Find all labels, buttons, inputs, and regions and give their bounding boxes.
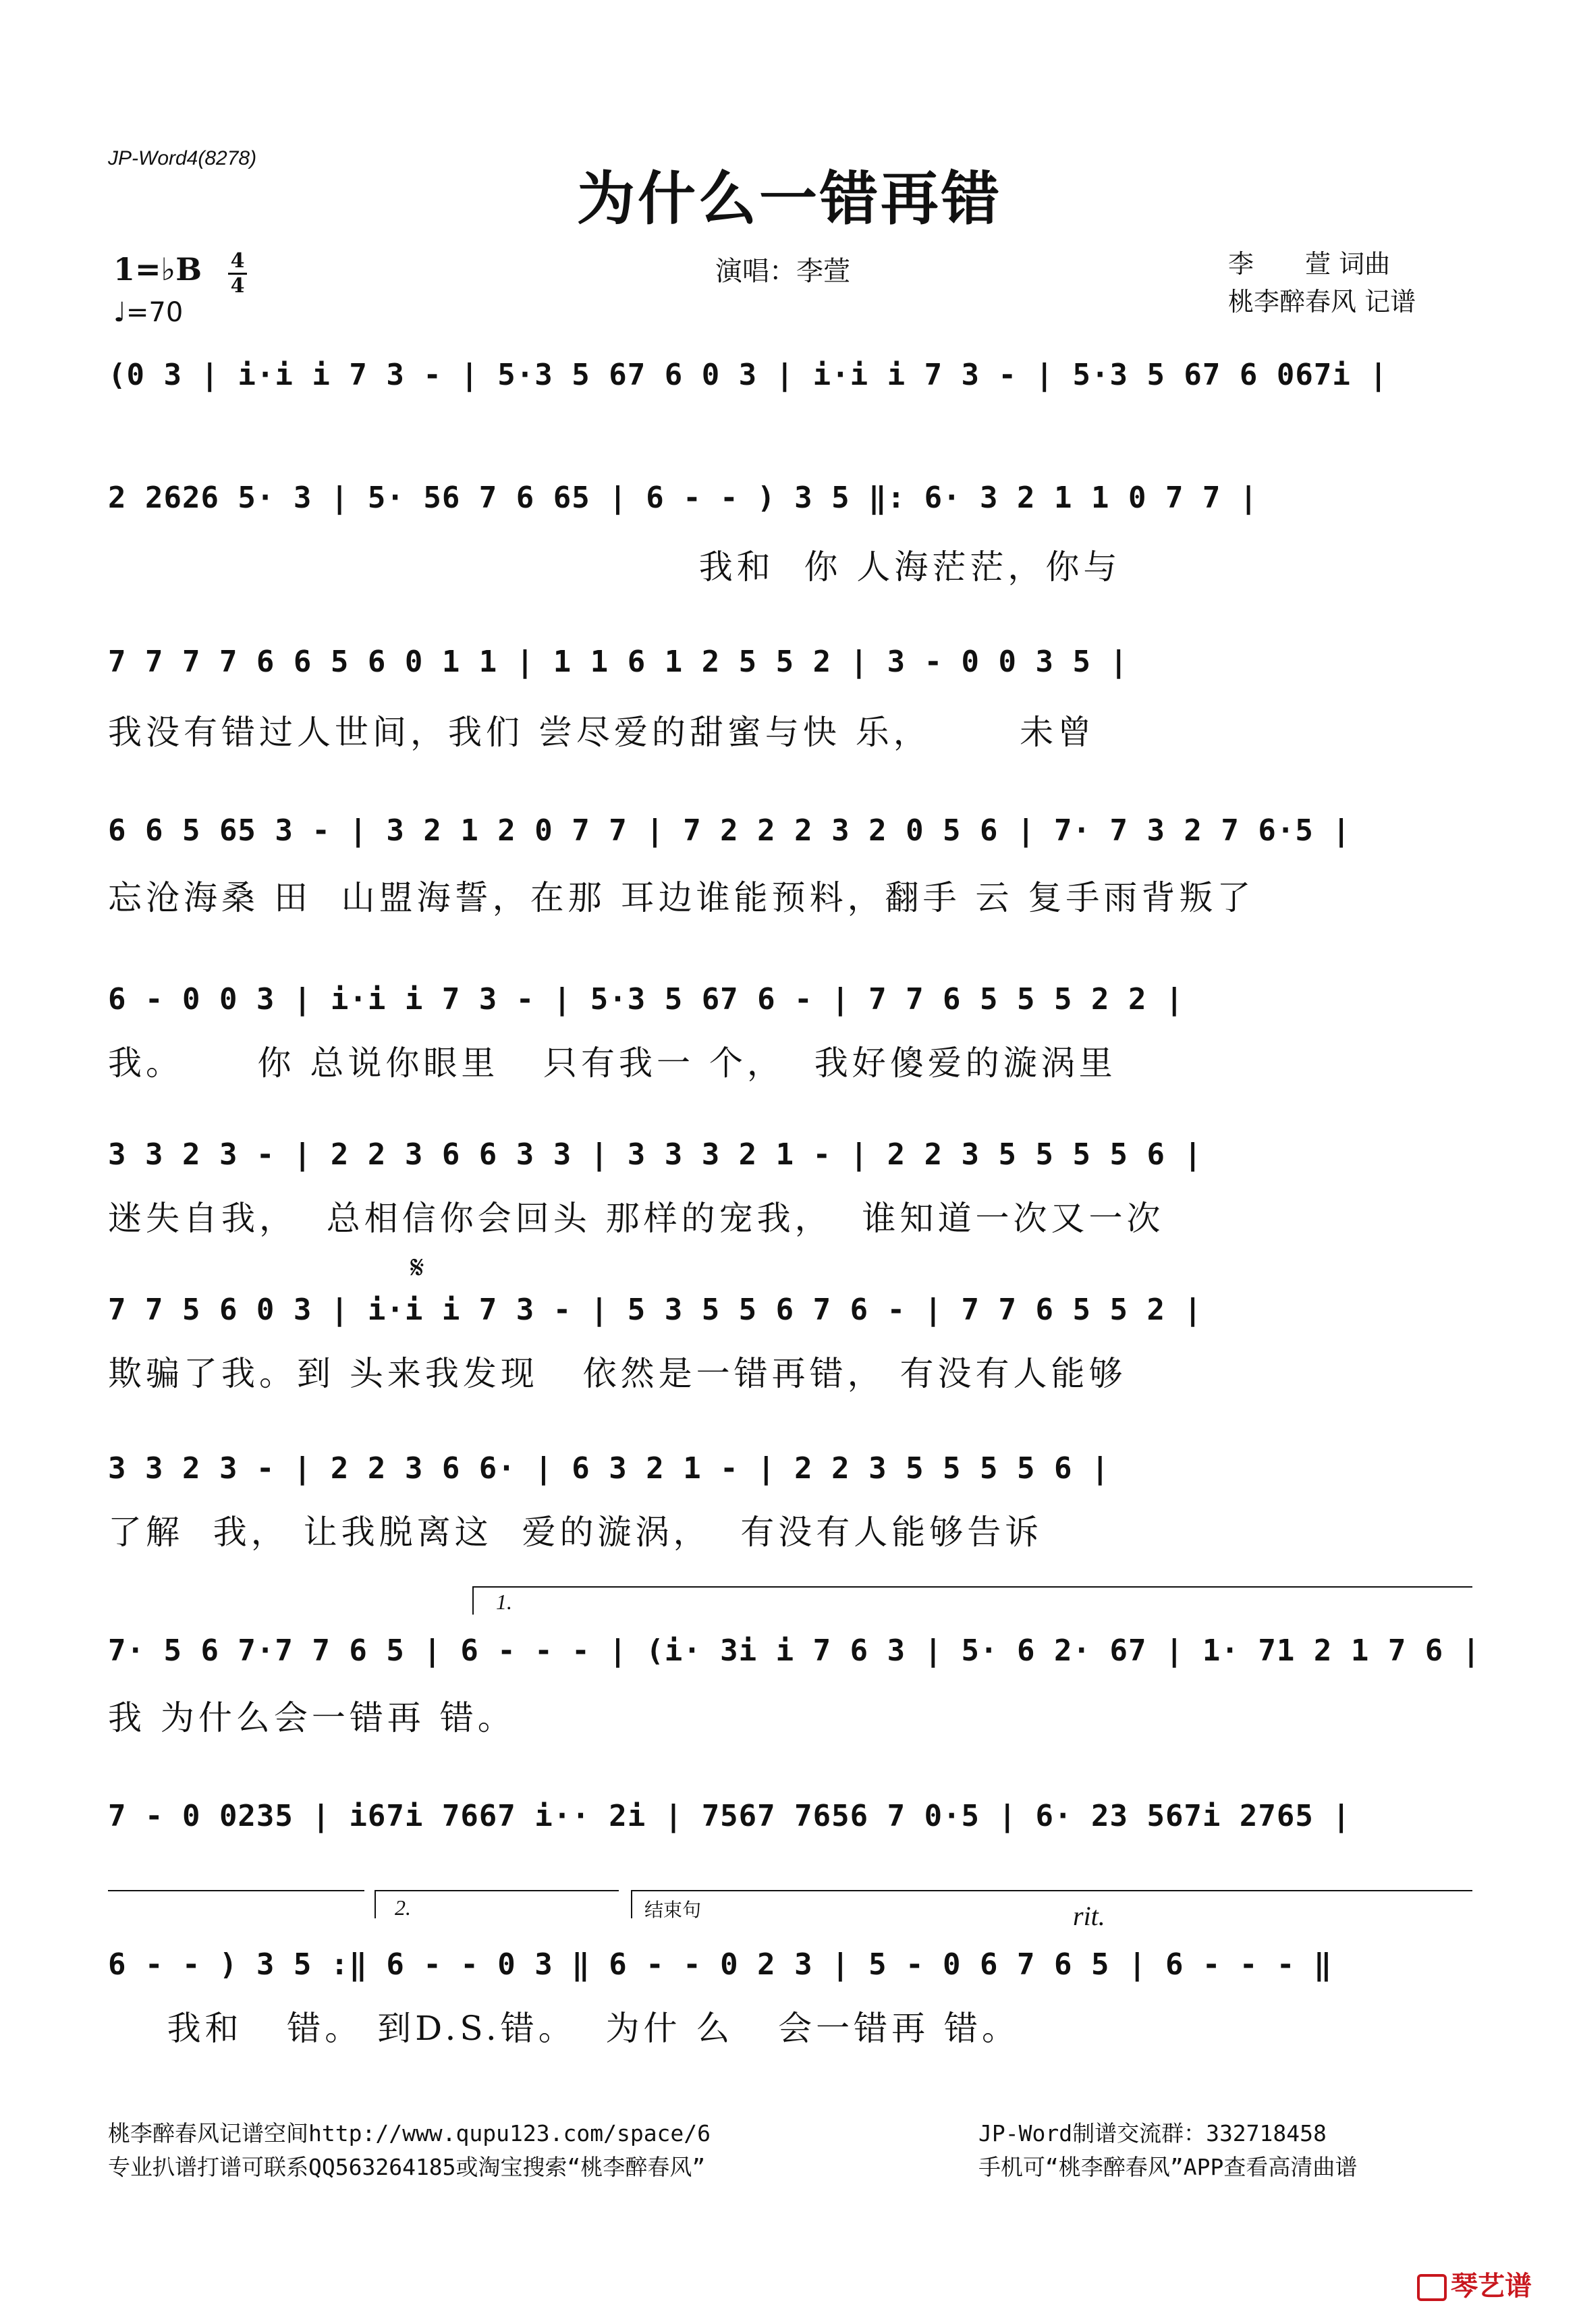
lyrics-row-8: 了解 我， 让我脱离这 爱的漩涡， 有没有人能够告诉: [108, 1513, 1043, 1552]
lyrics-row-2: 我和 你 人海茫茫，你与: [108, 547, 1121, 587]
key-signature: 1=♭B: [113, 251, 202, 288]
lyrics-row-4: 忘沧海桑 田 山盟海誓，在那 耳边谁能预料，翻手 云 复手雨背叛了: [108, 878, 1255, 917]
notes-row-5: 6 - 0 0 3 | i·i i 7 3 - | 5·3 5 67 6 - | 7 7 6 5 5 5 2 2 |: [108, 982, 1184, 1017]
logo-text: 琴艺谱: [1451, 2271, 1532, 2302]
singer-credit: 演唱：李萱: [715, 256, 850, 287]
notes-row-4: 6 6 5 65 3 - | 3 2 1 2 0 7 7 | 7 2 2 2 3 2 0 5 6 | 7· 7 3 2 7 6·5 |: [108, 813, 1351, 848]
volta-1-bracket: [472, 1586, 1472, 1615]
lyrics-row-3: 我没有错过人世间，我们 尝尽爱的甜蜜与快 乐， 未曾: [108, 713, 1096, 752]
lyricist-credit: 李 萱 词曲: [1228, 249, 1391, 279]
lyrics-row-7: 欺骗了我。到 头来我发现 依然是一错再错， 有没有人能够: [108, 1354, 1127, 1393]
transcriber-credit: 桃李醉春风 记谱: [1228, 287, 1416, 317]
notes-row-8: 3 3 2 3 - | 2 2 3 6 6· | 6 3 2 1 - | 2 2 3 5 5 5 5 6 |: [108, 1451, 1110, 1486]
footer-app: 手机可“桃李醉春风”APP查看高清曲谱: [978, 2154, 1358, 2180]
rit-marking: rit.: [1073, 1901, 1105, 1931]
notes-row-9: 7· 5 6 7·7 7 6 5 | 6 - - - | (i· 3i i 7 6 3 | 5· 6 2· 67 | 1· 71 2 1 7 6 |: [108, 1633, 1481, 1668]
footer-contact: 专业扒谱打谱可联系QQ563264185或淘宝搜索“桃李醉春风”: [108, 2154, 706, 2180]
lyrics-row-5: 我。 你 总说你眼里 只有我一 个， 我好傻爱的漩涡里: [108, 1044, 1117, 1083]
time-signature: [228, 251, 247, 296]
tempo-marking: ♩=70: [113, 297, 184, 328]
volta-2-label: 2.: [395, 1895, 411, 1920]
notes-row-6: 3 3 2 3 - | 2 2 3 6 6 3 3 | 3 3 3 2 1 - | 2 2 3 5 5 5 5 6 |: [108, 1137, 1202, 1172]
segno-sign: 𝄋: [410, 1249, 424, 1287]
notes-row-11: 6 - - ) 3 5 :‖ 6 - - 0 3 ‖ 6 - - 0 2 3 | 5 - 0 6 7 6 5 | 6 - - - ‖: [108, 1947, 1333, 1982]
notes-row-2: 2 2626 5· 3 | 5· 56 7 6 65 | 6 - - ) 3 5 ‖: 6· 3 2 1 1 0 7 7 |: [108, 481, 1258, 515]
footer-group: JP-Word制谱交流群：332718458: [978, 2120, 1327, 2146]
ending-label: 结束句: [644, 1899, 702, 1921]
footer-space-link: 桃李醉春风记谱空间http://www.qupu123.com/space/6: [108, 2120, 711, 2146]
song-title: 为什么一错再错: [577, 165, 1002, 233]
ending-bracket: [631, 1890, 1472, 1918]
notes-row-10: 7 - 0 0235 | i67i 7667 i·· 2i | 7567 7656 7 0·5 | 6· 23 567i 2765 |: [108, 1799, 1351, 1833]
version-label: JP-Word4(8278): [108, 147, 257, 169]
notes-row-1: (0 3 | i·i i 7 3 - | 5·3 5 67 6 0 3 | i·i i 7 3 - | 5·3 5 67 6 067i |: [108, 358, 1388, 392]
lyrics-row-6: 迷失自我， 总相信你会回头 那样的宠我， 谁知道一次又一次: [108, 1199, 1165, 1238]
notes-row-3: 7 7 7 7 6 6 5 6 0 1 1 | 1 1 6 1 2 5 5 2 | 3 - 0 0 3 5 |: [108, 645, 1128, 679]
volta-2-bracket: [375, 1890, 619, 1918]
volta-1-label: 1.: [496, 1590, 512, 1614]
meter-top: 4: [230, 249, 245, 273]
site-logo: [1417, 2265, 1532, 2303]
volta-1-continuation: [108, 1890, 364, 1918]
lyrics-row-9: 我 为什么会一错再 错。: [108, 1698, 516, 1737]
lyrics-row-11: 我和 错。 到D.S.错。 为什 么 会一错再 错。: [108, 2009, 1020, 2048]
notes-row-7: 7 7 5 6 0 3 | i·i i 7 3 - | 5 3 5 5 6 7 6 - | 7 7 6 5 5 2 |: [108, 1293, 1202, 1327]
logo-icon: [1417, 2274, 1447, 2301]
meter-bottom: 4: [230, 274, 245, 298]
